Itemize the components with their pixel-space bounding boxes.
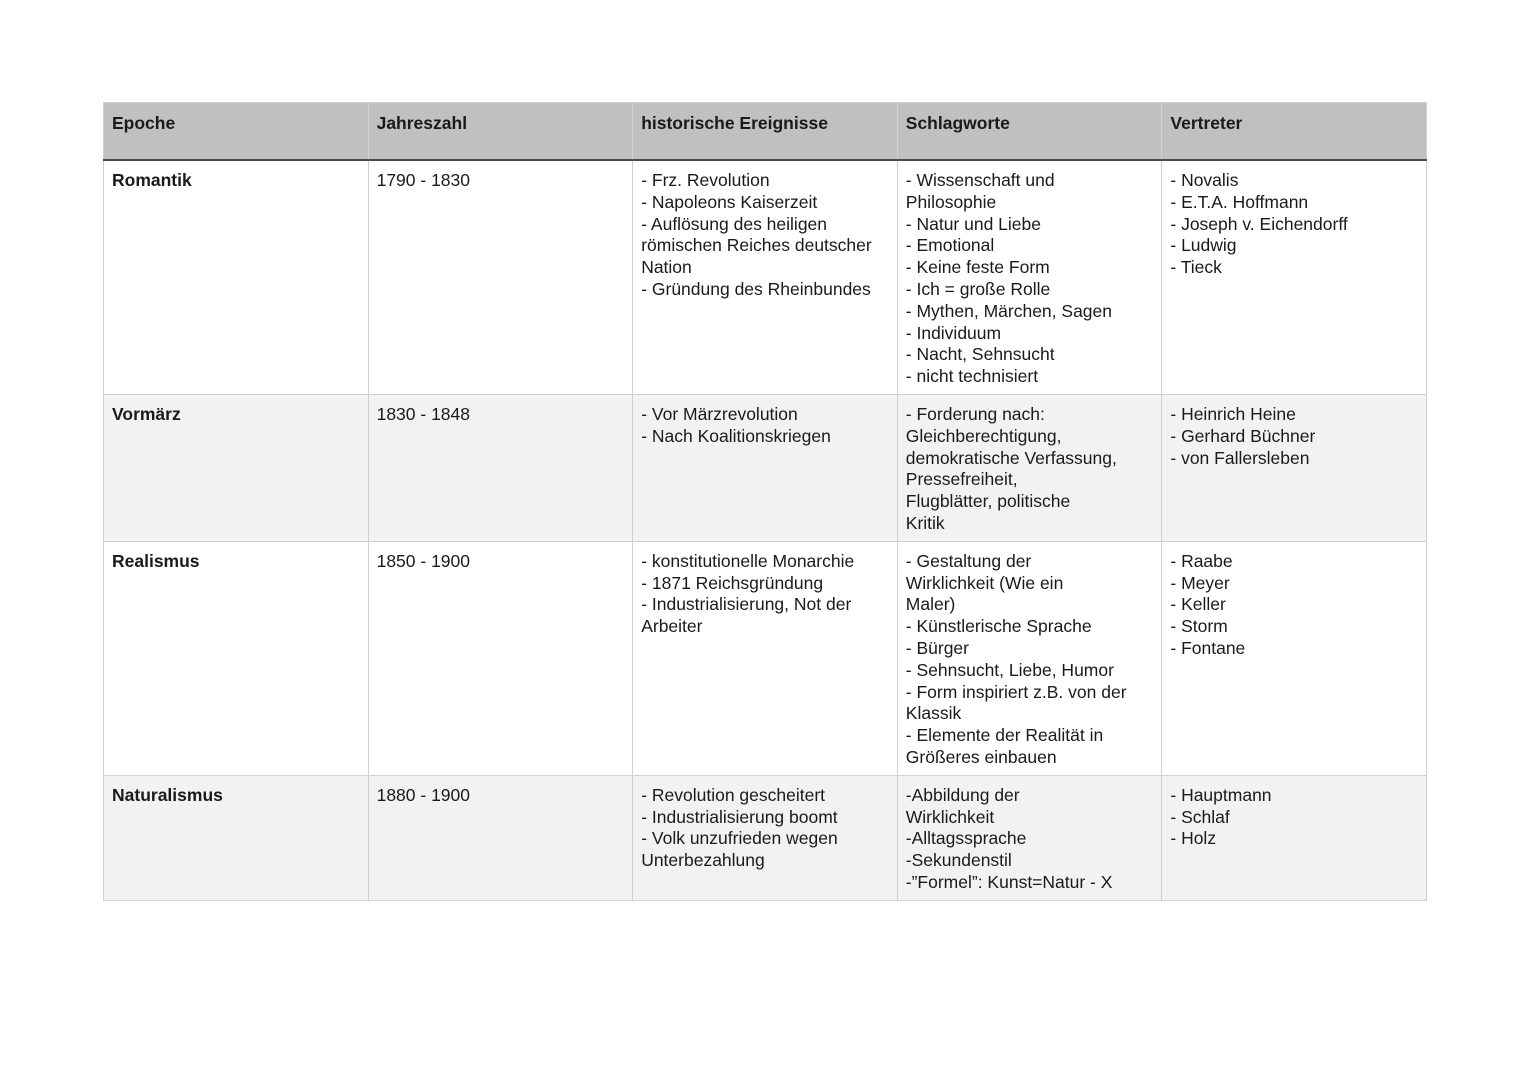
ereignisse-line: - Industrialisierung boomt: [641, 806, 838, 827]
vertreter-line: - Ludwig: [1170, 235, 1237, 256]
schlagworte-line: -Alltagssprache: [905, 828, 1027, 849]
schlagworte-line: Größeres einbauen: [905, 746, 1057, 767]
schlagworte-line: - Gestaltung der: [905, 550, 1032, 571]
ereignisse-line: Nation: [641, 257, 692, 278]
vertreter-line: - von Fallersleben: [1170, 447, 1310, 468]
ereignisse-line: - 1871 Reichsgründung: [641, 572, 824, 593]
schlagworte-line: - Sehnsucht, Liebe, Humor: [905, 659, 1114, 680]
schlagworte-line: - nicht technisiert: [905, 366, 1039, 387]
schlagworte-line: - Wissenschaft und: [905, 170, 1055, 190]
schlagworte-line: - Ich = große Rolle: [905, 278, 1051, 299]
schlagworte-line: Philosophie: [905, 191, 997, 212]
schlagworte-line: -Sekundenstil: [905, 850, 1012, 871]
cell-jahreszahl: 1880 - 1900: [368, 775, 633, 900]
cell-epoche: Vormärz: [104, 394, 369, 541]
table-row: [104, 541, 1427, 775]
schlagworte-line: - Emotional: [905, 235, 995, 256]
vertreter-line: - Hauptmann: [1170, 784, 1272, 805]
header-jahreszahl: Jahreszahl: [368, 103, 633, 161]
vertreter-line: - Meyer: [1170, 572, 1230, 593]
cell-epoche: Realismus: [104, 541, 369, 775]
schlagworte-line: - Forderung nach:: [905, 403, 1045, 424]
ereignisse-line: - Volk unzufrieden wegen: [641, 828, 838, 849]
schlagworte-line: Kritik: [905, 512, 945, 533]
vertreter-line: - Fontane: [1170, 637, 1246, 658]
epochen-table: [103, 102, 1427, 901]
vertreter-line: - Schlaf: [1170, 806, 1230, 827]
table-body: [104, 160, 1427, 900]
cell-jahreszahl: 1850 - 1900: [368, 541, 633, 775]
schlagworte-line: - Elemente der Realität in: [905, 725, 1104, 746]
ereignisse-line: - Vor Märzrevolution: [641, 403, 798, 424]
vertreter-line: - Joseph v. Eichendorff: [1170, 213, 1348, 234]
cell-ereignisse: [633, 160, 898, 394]
ereignisse-line: - Revolution gescheitert: [641, 784, 826, 805]
header-vertreter: Vertreter: [1162, 103, 1427, 161]
cell-jahreszahl: 1790 - 1830: [368, 160, 633, 394]
cell-schlagworte: [897, 160, 1162, 394]
schlagworte-line: Wirklichkeit: [905, 806, 995, 827]
schlagworte-line: Gleichberechtigung,: [905, 425, 1062, 446]
schlagworte-line: - Form inspiriert z.B. von der: [905, 681, 1127, 702]
vertreter-line: - Raabe: [1170, 550, 1233, 571]
table-row: [104, 394, 1427, 541]
schlagworte-line: -Abbildung der: [905, 784, 1020, 805]
vertreter-line: - Holz: [1170, 828, 1217, 849]
vertreter-line: - Storm: [1170, 616, 1228, 637]
header-row: [104, 103, 1427, 161]
ereignisse-line: - Frz. Revolution: [641, 170, 770, 190]
schlagworte-line: Flugblätter, politische: [905, 491, 1071, 512]
cell-vertreter: [1162, 394, 1427, 541]
cell-jahreszahl: 1830 - 1848: [368, 394, 633, 541]
ereignisse-line: - Nach Koalitionskriegen: [641, 425, 831, 446]
schlagworte-line: - Mythen, Märchen, Sagen: [905, 300, 1112, 321]
schlagworte-line: - Künstlerische Sprache: [905, 616, 1092, 637]
schlagworte-line: - Natur und Liebe: [905, 213, 1042, 234]
ereignisse-line: - Industrialisierung, Not der: [641, 594, 852, 615]
cell-ereignisse: [633, 541, 898, 775]
ereignisse-line: - Gründung des Rheinbundes: [641, 278, 871, 299]
schlagworte-line: -”Formel”: Kunst=Natur - X: [905, 871, 1113, 892]
cell-schlagworte: [897, 541, 1162, 775]
cell-epoche: Romantik: [104, 160, 369, 394]
schlagworte-line: - Keine feste Form: [905, 257, 1050, 278]
schlagworte-line: Klassik: [905, 703, 962, 724]
schlagworte-line: demokratische Verfassung,: [905, 447, 1117, 468]
ereignisse-line: - konstitutionelle Monarchie: [641, 550, 855, 571]
cell-ereignisse: [633, 775, 898, 900]
cell-schlagworte: [897, 775, 1162, 900]
header-ereignisse: historische Ereignisse: [633, 103, 898, 161]
vertreter-line: - Keller: [1170, 594, 1226, 615]
table-row: [104, 160, 1427, 394]
table-row: [104, 775, 1427, 900]
cell-vertreter: [1162, 160, 1427, 394]
vertreter-line: - Heinrich Heine: [1170, 403, 1296, 424]
schlagworte-line: Wirklichkeit (Wie ein: [905, 572, 1064, 593]
ereignisse-line: Unterbezahlung: [641, 850, 765, 871]
vertreter-line: - E.T.A. Hoffmann: [1170, 191, 1309, 212]
cell-ereignisse: [633, 394, 898, 541]
ereignisse-line: - Napoleons Kaiserzeit: [641, 191, 818, 212]
schlagworte-line: Maler): [905, 594, 956, 615]
vertreter-line: - Novalis: [1170, 170, 1239, 190]
ereignisse-line: Arbeiter: [641, 616, 703, 637]
header-schlagworte: Schlagworte: [897, 103, 1162, 161]
cell-schlagworte: [897, 394, 1162, 541]
schlagworte-line: - Individuum: [905, 322, 1002, 343]
ereignisse-line: römischen Reiches deutscher: [641, 235, 872, 256]
ereignisse-line: - Auflösung des heiligen: [641, 213, 828, 234]
vertreter-line: - Gerhard Büchner: [1170, 425, 1316, 446]
header-epoche: Epoche: [104, 103, 369, 161]
vertreter-line: - Tieck: [1170, 257, 1222, 278]
schlagworte-line: - Bürger: [905, 637, 969, 658]
schlagworte-line: - Nacht, Sehnsucht: [905, 344, 1055, 365]
schlagworte-line: Pressefreiheit,: [905, 469, 1018, 490]
cell-vertreter: [1162, 775, 1427, 900]
cell-epoche: Naturalismus: [104, 775, 369, 900]
cell-vertreter: [1162, 541, 1427, 775]
